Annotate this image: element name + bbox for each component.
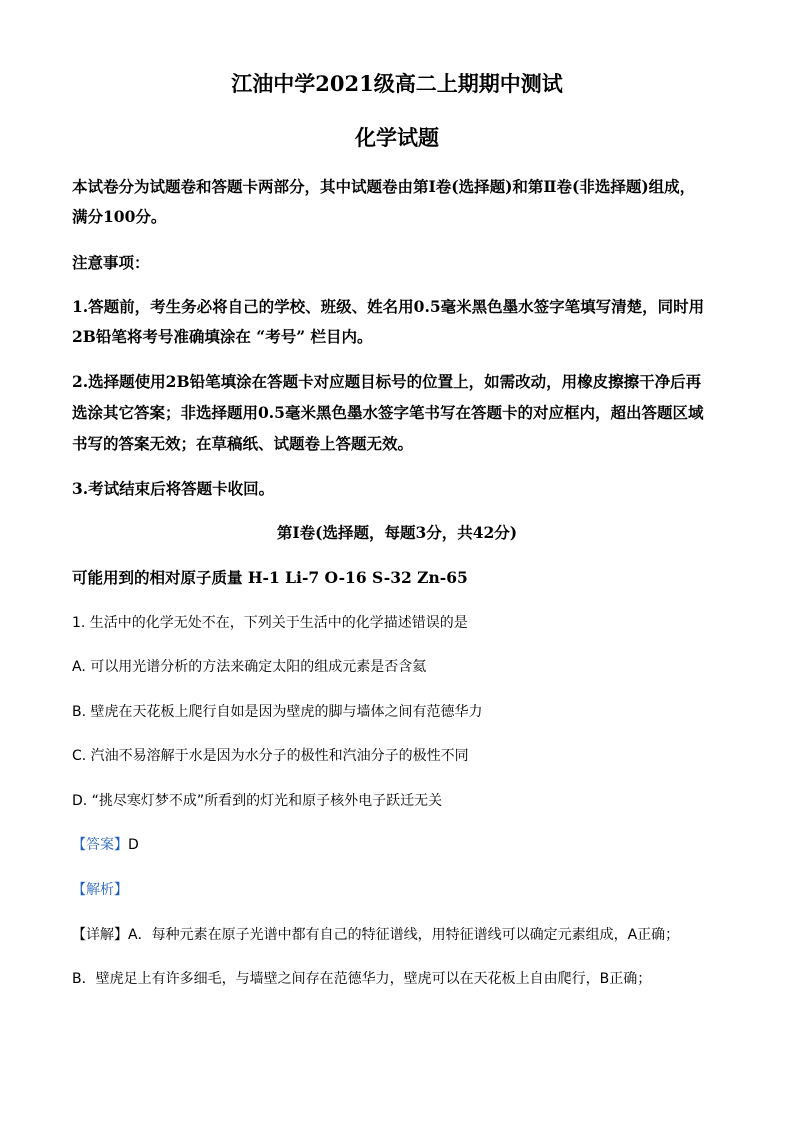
section-heading: 第Ⅰ卷(选择题，每题3分，共42分)	[276, 523, 518, 542]
answer-line	[72, 834, 722, 856]
note-1-line-2: 2B铅笔将考号准确填涂在 “考号” 栏目内。	[72, 327, 373, 346]
note-2-line-1: 2.选择题使用2B铅笔填涂在答题卡对应题目标号的位置上，如需改动，用橡皮擦擦干净后再	[72, 372, 702, 391]
note-1-line-1: 1.答题前，考生务必将自己的学校、班级、姓名用0.5毫米黑色墨水签字笔填写清楚，同时用	[72, 297, 705, 316]
intro-line-1: 本试卷分为试题卷和答题卡两部分，其中试题卷由第Ⅰ卷(选择题)和第Ⅱ卷(非选择题)组成，	[72, 177, 696, 196]
intro-line-2: 满分100分。	[72, 207, 167, 226]
note-2-line-3: 书写的答案无效；在草稿纸、试题卷上答题无效。	[72, 434, 414, 453]
detail-tag: 【详解】	[72, 927, 128, 943]
detail-a-line	[72, 924, 722, 946]
option-d: D. “挑尽寒灯梦不成”所看到的灯光和原子核外电子跃迁无关	[72, 793, 443, 809]
note-2-line-2: 选涂其它答案；非选择题用0.5毫米黑色墨水签字笔书写在答题卡的对应框内，超出答题区域	[72, 403, 704, 422]
detail-b-line: B．壁虎足上有许多细毛，与墙壁之间存在范德华力，壁虎可以在天花板上自由爬行，B正确；	[72, 971, 652, 987]
analysis-line	[72, 879, 722, 901]
detail-a-text: A．每种元素在原子光谱中都有自己的特征谱线，用特征谱线可以确定元素组成，A正确；	[128, 927, 680, 943]
exam-subtitle: 化学试题	[355, 125, 439, 150]
exam-title: 江油中学2021级高二上期期中测试	[231, 71, 563, 96]
question-1-stem: 1. 生活中的化学无处不在，下列关于生活中的化学描述错误的是	[72, 615, 468, 631]
note-3: 3.考试结束后将答题卡收回。	[72, 479, 275, 498]
analysis-tag: 【解析】	[72, 882, 128, 898]
answer-tag: 【答案】	[72, 837, 128, 853]
notes-heading: 注意事项：	[72, 253, 150, 272]
option-a: A. 可以用光谱分析的方法来确定太阳的组成元素是否含氦	[72, 659, 427, 675]
option-c: C. 汽油不易溶解于水是因为水分子的极性和汽油分子的极性不同	[72, 748, 469, 764]
option-b: B. 壁虎在天花板上爬行自如是因为壁虎的脚与墙体之间有范德华力	[72, 704, 483, 720]
atomic-masses: 可能用到的相对原子质量 H-1 Li-7 O-16 S-32 Zn-65	[72, 568, 468, 587]
answer-value: D	[128, 837, 139, 853]
